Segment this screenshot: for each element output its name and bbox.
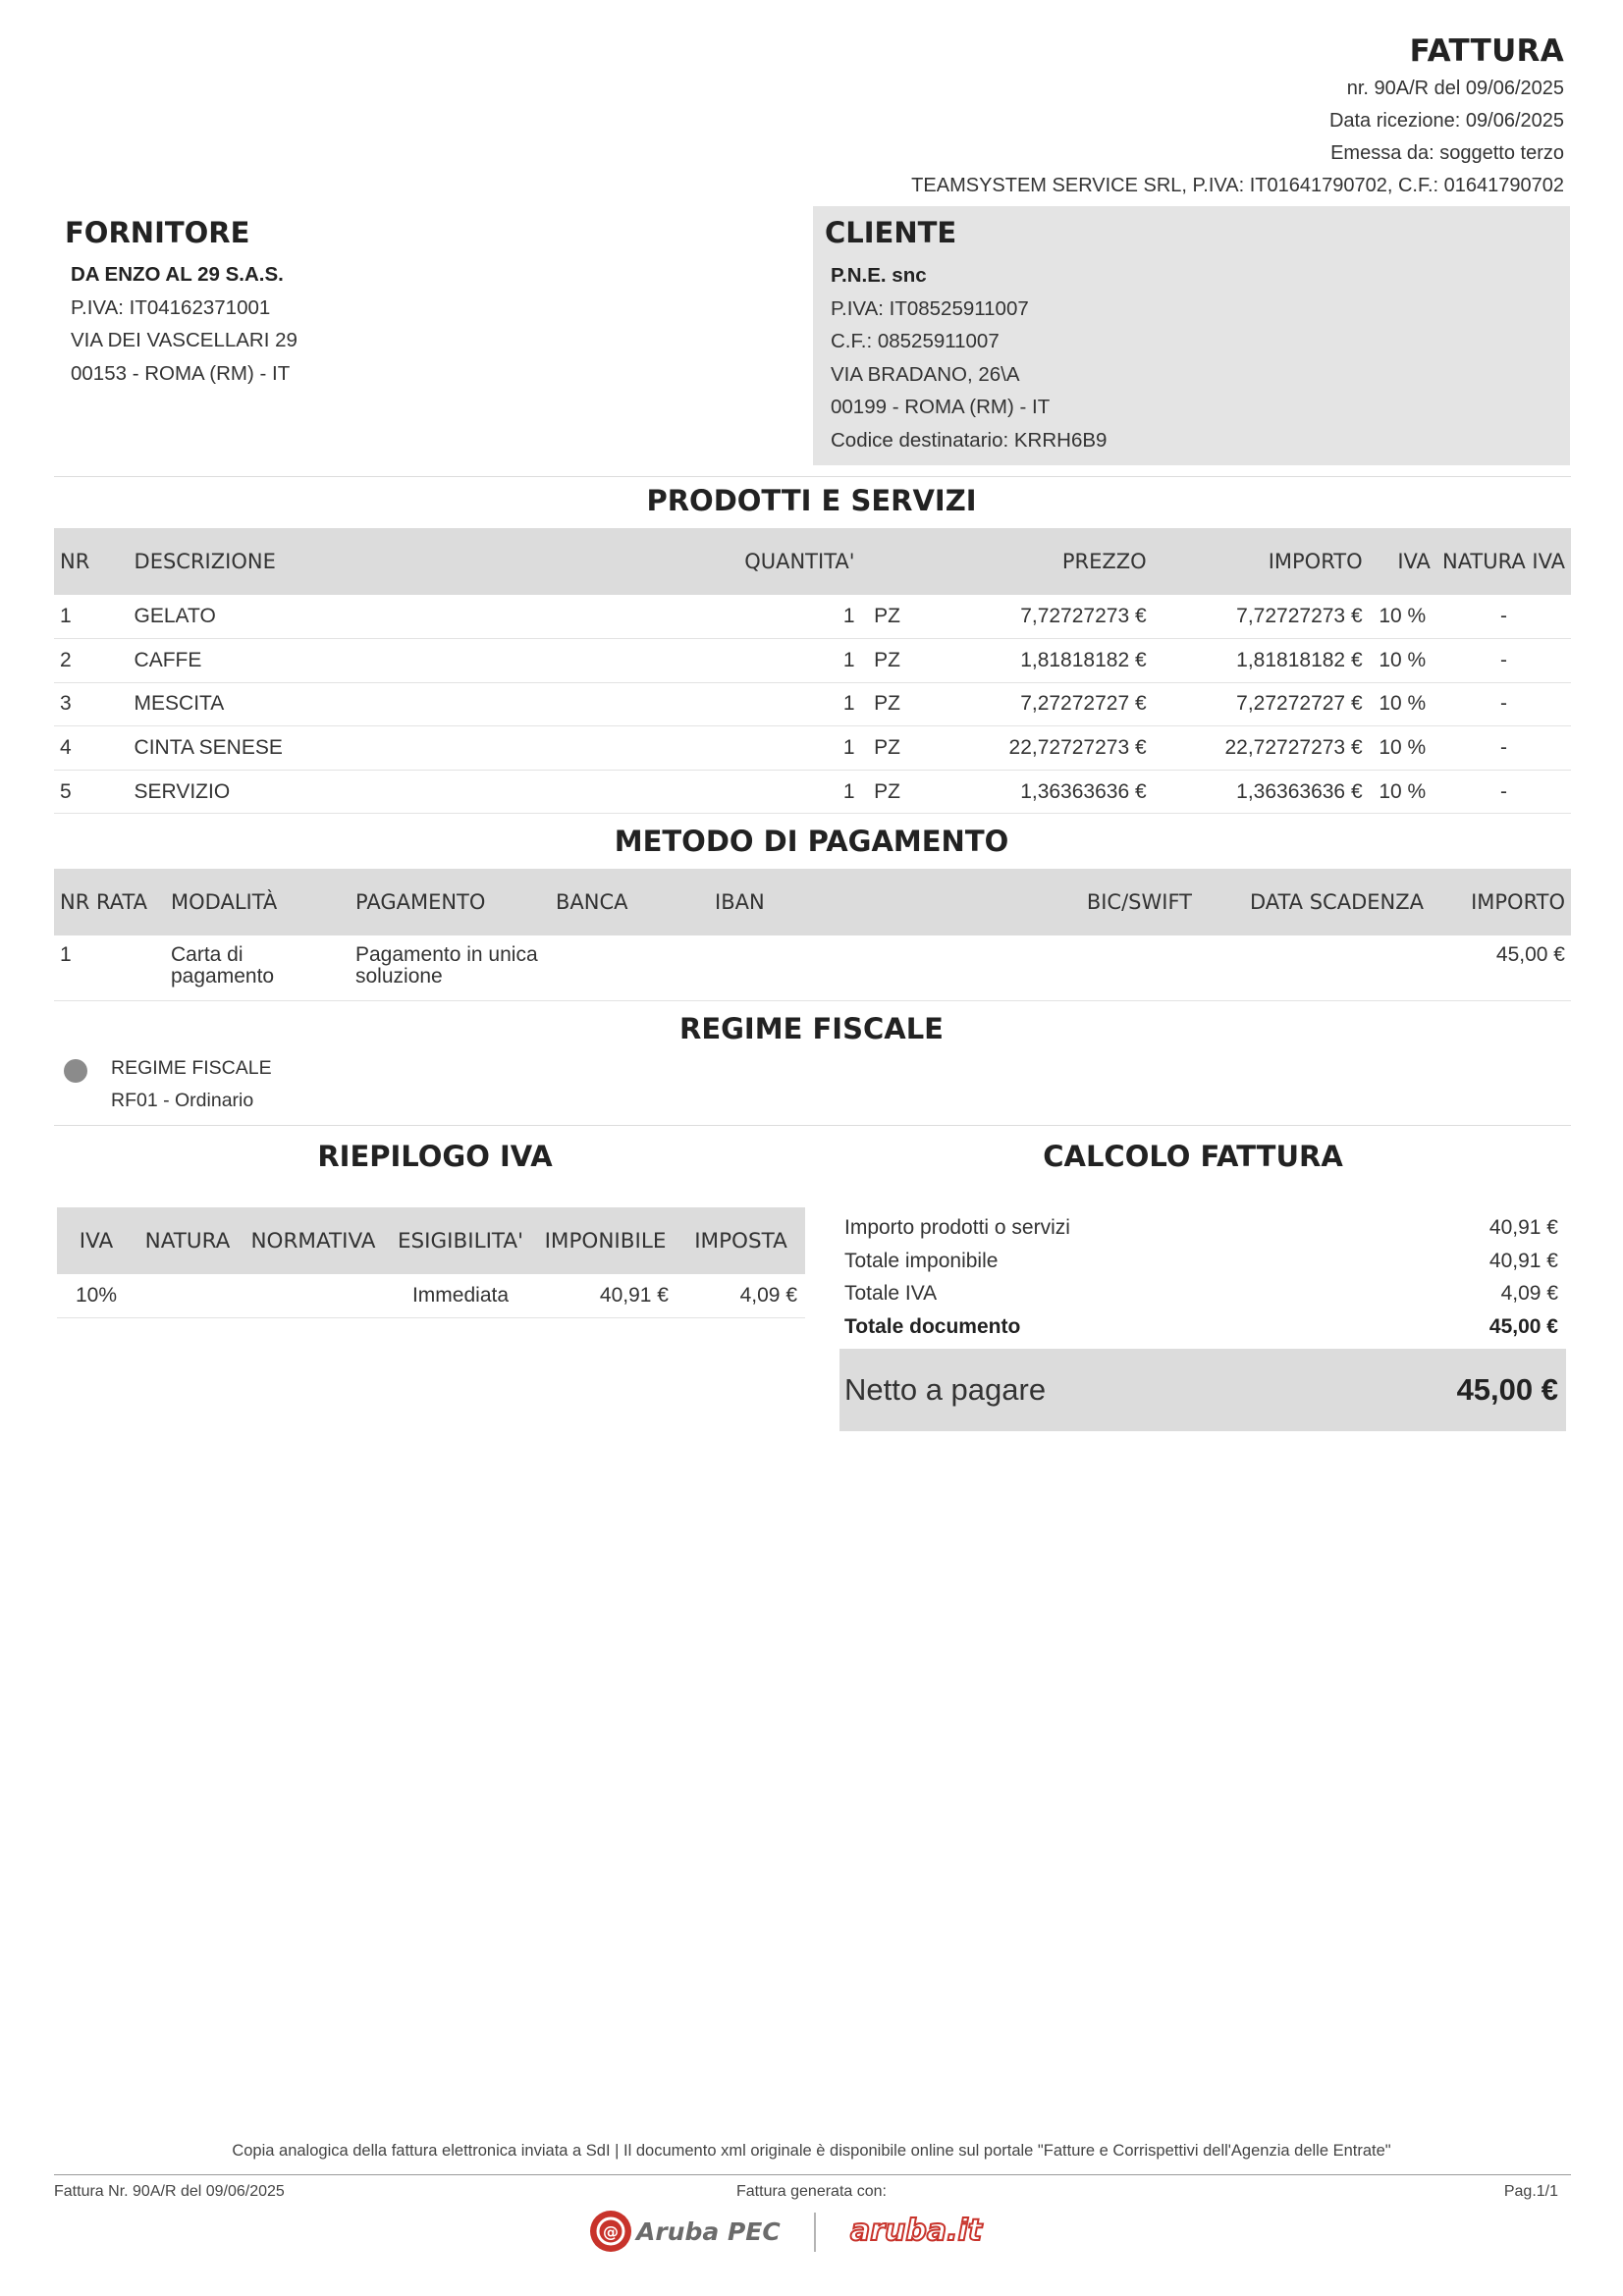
row-scadenza [1198,935,1430,1000]
supplier-address: VIA DEI VASCELLARI 29 [71,329,298,351]
net-payable-label: Netto a pagare [844,1372,1047,1407]
row-nr: 2 [60,648,72,671]
customer-code: Codice destinatario: KRRH6B9 [831,428,1108,452]
products-table [54,528,1571,814]
row-price: 1,81818182 € [1020,648,1147,671]
calc-row-total [839,1310,1566,1344]
table-row [57,1274,805,1317]
row-nature: - [1499,736,1507,760]
calc-block [839,1211,1566,1343]
supplier-city: 00153 - ROMA (RM) - IT [71,361,291,385]
row-iva: 10% [75,1283,118,1307]
aruba-it-logo: aruba.it [850,2214,983,2248]
supplier-title: FORNITORE [65,216,250,249]
row-iban [709,935,1062,1000]
row-nr-rata: 1 [60,943,72,966]
row-bic [1062,935,1198,1000]
row-importo: 45,00 € [1495,943,1565,966]
calc-label: Importo prodotti o servizi [844,1216,1070,1239]
col-natura: NATURA [135,1207,240,1274]
row-price: 22,72727273 € [1008,736,1147,760]
calc-value: 40,91 € [1488,1249,1558,1272]
col-price: PREZZO [913,528,1152,595]
document-title: FATTURA [1409,33,1564,69]
row-normativa [240,1274,387,1317]
row-vat: 10 % [1379,692,1427,716]
col-description: DESCRIZIONE [129,528,578,595]
bullet-icon [64,1059,87,1083]
row-banca [550,935,709,1000]
footer-page-number: Pag.1/1 [1503,2183,1558,2200]
row-price: 7,72727273 € [1020,605,1147,628]
divider [54,1125,1571,1126]
products-title: PRODOTTI E SERVIZI [646,484,977,517]
net-payable-box [839,1349,1566,1431]
row-description: CINTA SENESE [134,736,283,760]
row-vat: 10 % [1379,605,1427,628]
payment-title: METODO DI PAGAMENTO [614,825,1009,858]
calc-title: CALCOLO FATTURA [1043,1140,1343,1173]
col-iban: IBAN [709,869,1062,935]
invoice-number: nr. 90A/R del 09/06/2025 [1346,78,1564,99]
supplier-name: DA ENZO AL 29 S.A.S. [71,263,284,286]
row-price: 7,27272727 € [1020,692,1147,716]
row-quantity: 1 [842,648,855,671]
calc-row [839,1245,1566,1278]
issuer-line: Emessa da: soggetto terzo [1330,142,1564,164]
row-quantity: 1 [842,692,855,716]
row-price: 1,36363636 € [1020,779,1147,803]
row-vat: 10 % [1379,779,1427,803]
row-unit: PZ [874,692,900,716]
intermediary-line: TEAMSYSTEM SERVICE SRL, P.IVA: IT01641790702, C.F.: 01641790702 [911,175,1564,196]
col-importo: IMPORTO [1430,869,1571,935]
document-header [911,33,1564,202]
supplier-piva: P.IVA: IT04162371001 [71,295,271,319]
aruba-pec-logo [590,2211,781,2252]
row-amount: 7,27272727 € [1236,692,1363,716]
col-pagamento: PAGAMENTO [350,869,550,935]
svg-text:@: @ [603,2222,619,2241]
calc-value: 45,00 € [1488,1314,1558,1338]
col-vat: IVA [1369,528,1436,595]
net-payable-value: 45,00 € [1456,1372,1558,1407]
row-unit: PZ [874,648,900,671]
supplier-block [65,216,752,390]
regime-value: RF01 - Ordinario [111,1090,254,1111]
footer-note: Copia analogica della fattura elettronica inviata a SdI | Il documento xml originale è disponibile online sul portale "Fatture e Corrispettivi dell'Agenzia delle Entrate" [232,2142,1391,2160]
col-imposta: IMPOSTA [676,1207,805,1274]
table-row [54,935,1571,1000]
table-row [54,595,1571,639]
col-modalita: MODALITÀ [165,869,350,935]
col-iva: IVA [57,1207,135,1274]
row-nature: - [1499,605,1507,628]
calc-row [839,1211,1566,1245]
row-amount: 7,72727273 € [1236,605,1363,628]
customer-address: VIA BRADANO, 26\A [831,362,1020,386]
row-vat: 10 % [1379,736,1427,760]
row-natura [135,1274,240,1317]
col-nr: NR [54,528,129,595]
row-description: MESCITA [134,692,225,716]
row-esigibilita: Immediata [411,1283,510,1307]
row-description: GELATO [134,605,216,628]
row-amount: 22,72727273 € [1224,736,1363,760]
row-pagamento: Pagamento in unica soluzione [355,943,538,988]
payment-table [54,869,1571,1001]
customer-name: P.N.E. snc [831,264,927,287]
footer-invoice-ref: Fattura Nr. 90A/R del 09/06/2025 [54,2183,285,2200]
row-quantity: 1 [842,736,855,760]
row-nature: - [1499,692,1507,716]
col-vat-nature: NATURA IVA [1436,528,1571,595]
row-nr: 5 [60,779,72,803]
col-scadenza: DATA SCADENZA [1198,869,1430,935]
calc-value: 4,09 € [1500,1282,1558,1305]
calc-row [839,1277,1566,1310]
calc-value: 40,91 € [1488,1216,1558,1239]
col-esigibilita: ESIGIBILITA' [387,1207,534,1274]
footer-generated-by: Fattura generata con: [736,2183,887,2200]
divider [54,476,1571,477]
footer-divider [54,2174,1571,2175]
row-amount: 1,36363636 € [1236,779,1363,803]
table-row [54,770,1571,814]
table-row [54,682,1571,726]
row-description: SERVIZIO [134,779,231,803]
row-quantity: 1 [842,779,855,803]
customer-block [813,206,1570,465]
col-imponibile: IMPONIBILE [534,1207,676,1274]
col-nr-rata: NR RATA [54,869,165,935]
regime-label: REGIME FISCALE [111,1057,272,1079]
col-bic: BIC/SWIFT [1062,869,1198,935]
customer-cf: C.F.: 08525911007 [831,330,1000,352]
calc-label: Totale IVA [844,1282,938,1305]
col-amount: IMPORTO [1153,528,1369,595]
receipt-date: Data ricezione: 09/06/2025 [1328,110,1564,132]
vat-summary-title: RIEPILOGO IVA [317,1140,553,1173]
customer-city: 00199 - ROMA (RM) - IT [831,396,1051,418]
row-imposta: 4,09 € [739,1283,797,1307]
table-row [54,726,1571,771]
row-description: CAFFE [134,648,202,671]
vat-summary-table [57,1207,805,1318]
col-banca: BANCA [550,869,709,935]
row-nature: - [1499,648,1507,671]
customer-piva: P.IVA: IT08525911007 [831,296,1029,320]
col-normativa: NORMATIVA [240,1207,387,1274]
aruba-logos [587,2207,1000,2256]
row-nr: 3 [60,692,72,716]
col-unit [861,528,914,595]
regime-title: REGIME FISCALE [678,1012,944,1045]
row-unit: PZ [874,736,900,760]
row-amount: 1,81818182 € [1236,648,1363,671]
row-modalita: Carta di pagamento [171,943,275,988]
row-quantity: 1 [842,605,855,628]
aruba-pec-text: Aruba PEC [636,2217,781,2246]
col-quantity: QUANTITA' [578,528,861,595]
table-row [54,639,1571,683]
row-vat: 10 % [1379,648,1427,671]
calc-label: Totale documento [844,1314,1021,1338]
row-nature: - [1499,779,1507,803]
row-nr: 1 [60,605,72,628]
row-imponibile: 40,91 € [599,1283,669,1307]
customer-title: CLIENTE [825,216,957,249]
row-unit: PZ [874,779,900,803]
calc-label: Totale imponibile [844,1249,999,1272]
row-unit: PZ [874,605,900,628]
row-nr: 4 [60,736,72,760]
